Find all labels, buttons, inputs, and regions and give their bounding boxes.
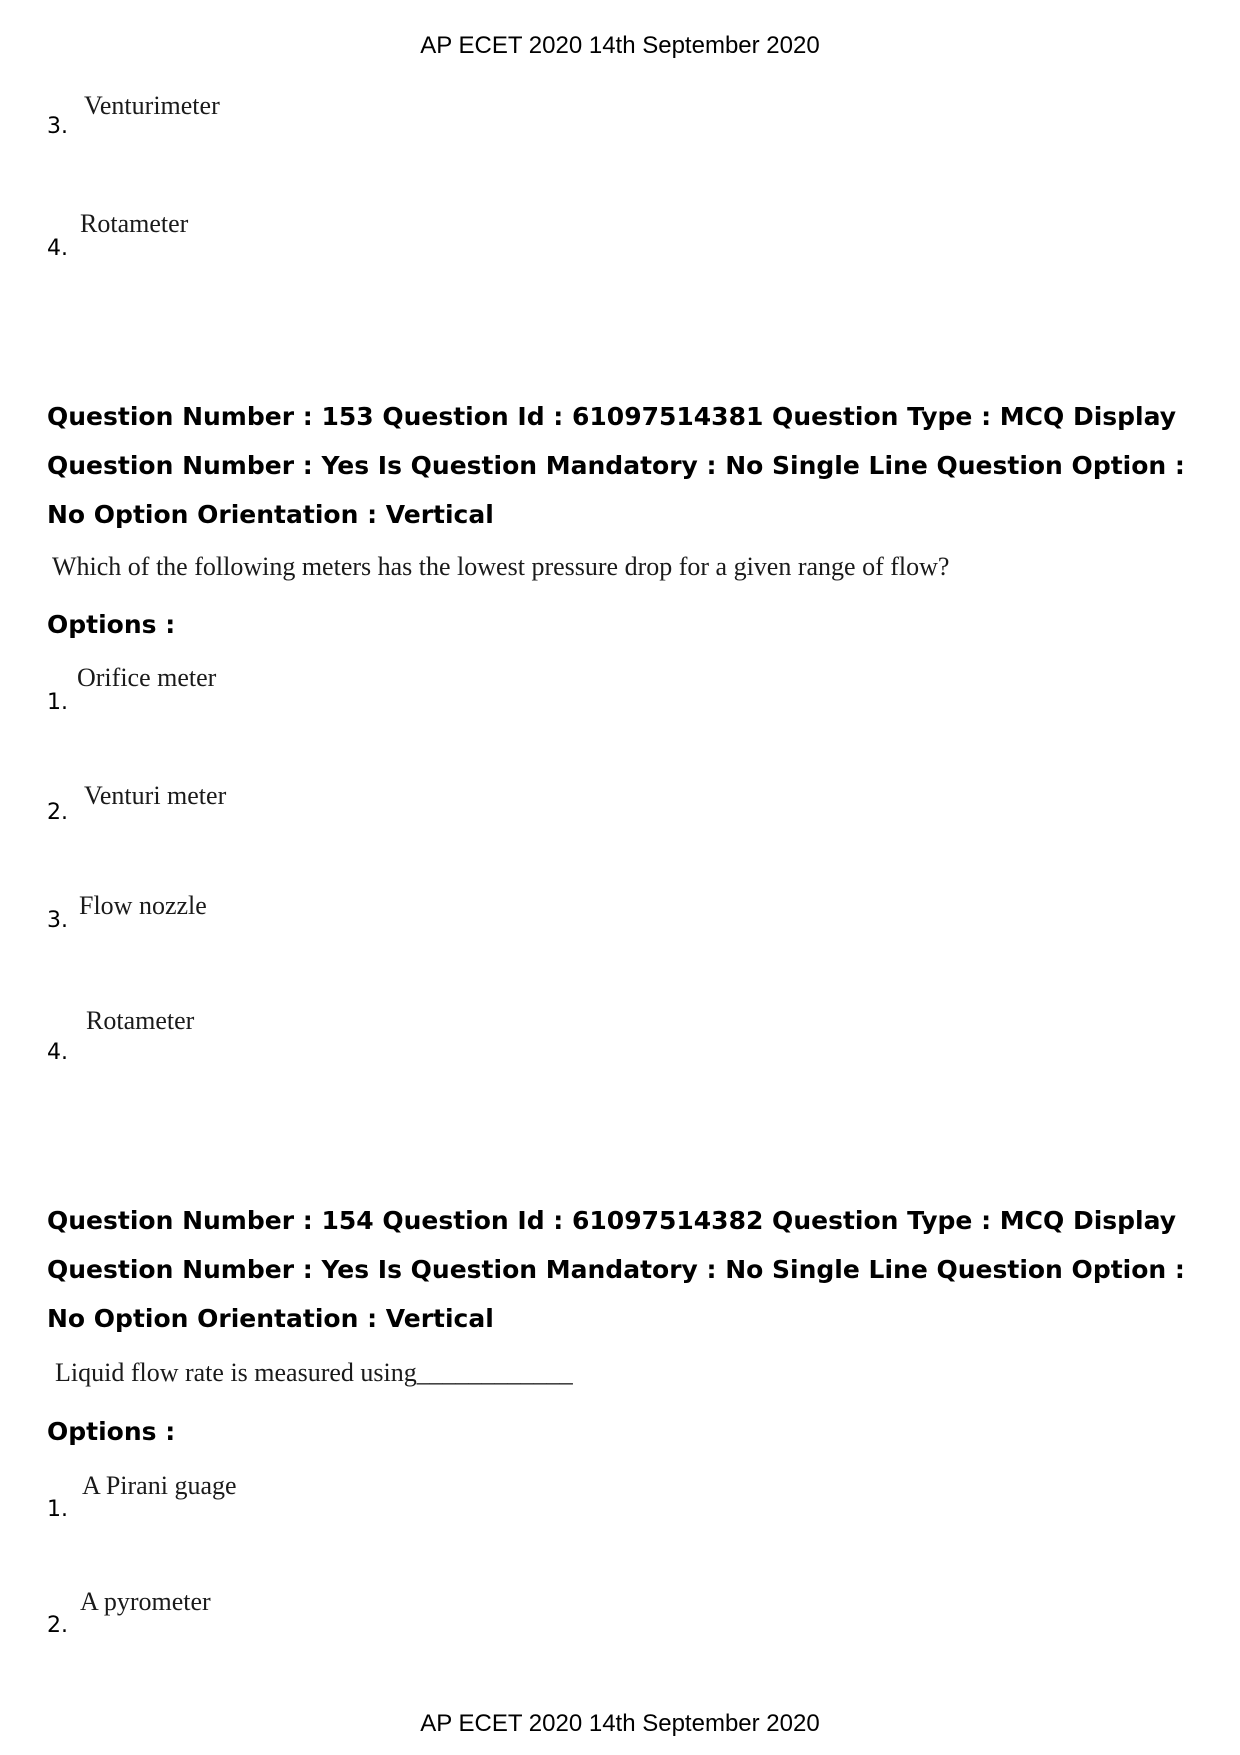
- question-text: Which of the following meters has the lowest pressure drop for a given range of flow?: [52, 552, 950, 581]
- option-number: 3.: [47, 908, 68, 933]
- question-meta: Question Number : 154 Question Id : 61097514382 Question Type : MCQ Display Question Number : Yes Is Question Mandatory : No Single Line Question Option : No Option Orientation : Vertical: [47, 1206, 1185, 1333]
- option-number: 1.: [47, 1497, 68, 1522]
- option-number: 2.: [47, 1613, 68, 1638]
- options-label: Options :: [47, 610, 176, 639]
- page-header: AP ECET 2020 14th September 2020: [420, 32, 820, 59]
- option-number: 3.: [47, 114, 68, 139]
- option-text: Rotameter: [86, 1006, 195, 1035]
- question-text: Liquid flow rate is measured using____________: [55, 1358, 573, 1387]
- option-text: Venturi meter: [84, 781, 227, 810]
- option-number: 4.: [47, 1040, 68, 1065]
- option-text: A pyrometer: [80, 1587, 211, 1616]
- option-text: Venturimeter: [84, 91, 220, 120]
- options-label: Options :: [47, 1417, 176, 1446]
- question-meta: Question Number : 153 Question Id : 61097514381 Question Type : MCQ Display Question Number : Yes Is Question Mandatory : No Single Line Question Option : No Option Orientation : Vertical: [47, 402, 1185, 529]
- option-number: 1.: [47, 690, 68, 715]
- option-text: A Pirani guage: [82, 1471, 237, 1500]
- option-text: Flow nozzle: [79, 891, 207, 920]
- option-number: 2.: [47, 800, 68, 825]
- option-text: Rotameter: [80, 209, 189, 238]
- page-footer: AP ECET 2020 14th September 2020: [420, 1710, 820, 1737]
- option-text: Orifice meter: [77, 663, 217, 692]
- option-number: 4.: [47, 236, 68, 261]
